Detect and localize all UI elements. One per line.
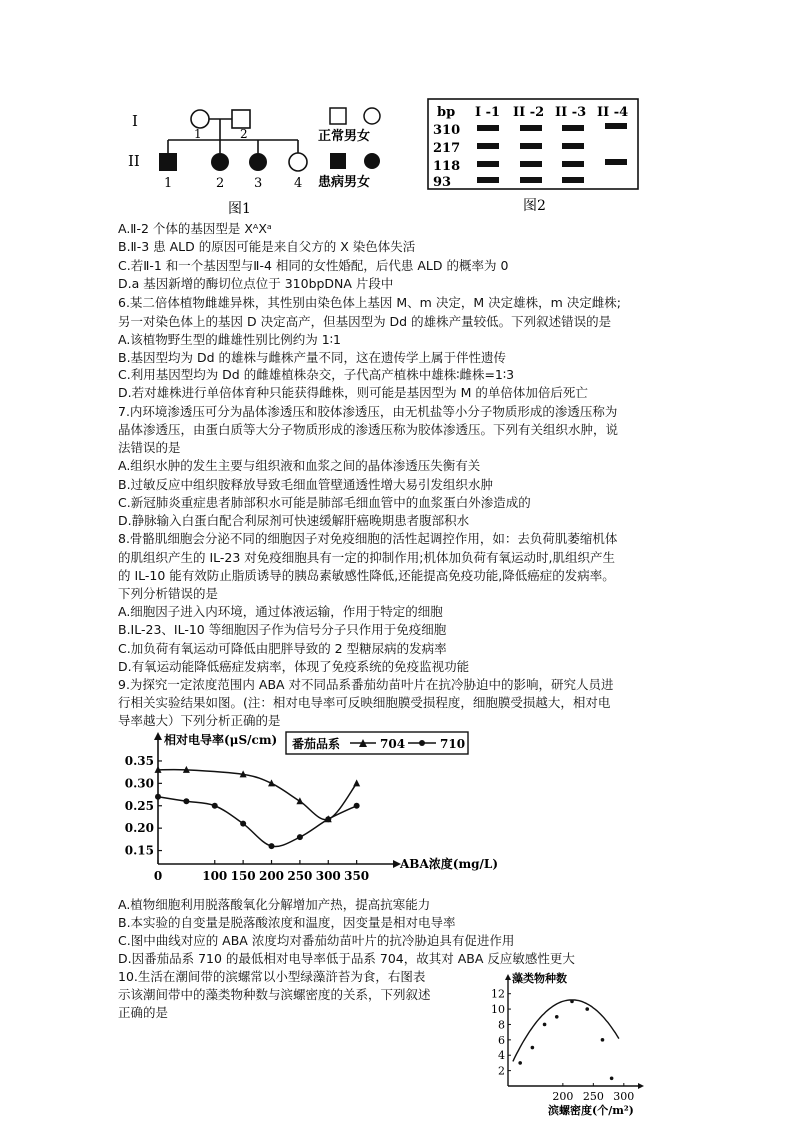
label-II2: 2 [216, 176, 225, 191]
data-point-710 [240, 821, 246, 827]
q7-option-c: C.新冠肺炎重症患者肺部积水可能是肺部毛细血管中的血浆蛋白外渗造成的 [118, 495, 531, 510]
y-axis-arrow [505, 974, 511, 980]
y-axis-label: 相对电导率(μS/cm) [164, 733, 278, 747]
generation-label-2: II [128, 152, 140, 170]
q6-option-d: D.若对雄株进行单倍体育种只能获得雌株，则可能是基因型为 M 的单倍体加倍后死亡 [118, 385, 588, 400]
gel-band [605, 159, 627, 165]
q6-option-c: C.利用基因型均为 Dd 的雌雄植株杂交，子代高产植株中雄株∶雌株=1∶3 [118, 367, 515, 382]
gel-band [520, 125, 542, 131]
gel-size-118: 118 [433, 159, 461, 174]
x-tick-label: 250 [287, 869, 313, 883]
gel-band [520, 161, 542, 167]
q8-option-a: A.细胞因子进入内环境，通过体液运输，作用于特定的细胞 [118, 604, 443, 619]
legend-label-710: 710 [440, 737, 466, 751]
q8-stem-2: 的肌组织产生的 IL-23 对免疫细胞具有一定的抑制作用;机体加负荷有氧运动时,肌组织产生 [118, 550, 615, 565]
gel-lane-2: II -2 [513, 105, 545, 120]
q9-stem-3: 导率越大）下列分析正确的是 [118, 713, 281, 728]
q7-option-b: B.过敏反应中组织胺释放导致毛细血管壁通透性增大易引发组织水肿 [118, 477, 494, 492]
q6-stem-1: 6.某二倍体植物雌雄异株，其性别由染色体上基因 M、m 决定，M 决定雄株，m 决定雌株; [118, 295, 621, 310]
gel-size-217: 217 [433, 141, 461, 156]
x-tick-label: 350 [344, 869, 370, 883]
gel-band [477, 161, 499, 167]
male-normal-I2 [232, 110, 250, 128]
pedigree-figure [118, 98, 418, 216]
q9-option-d: D.因番茄品系 710 的最低相对电导率低于品系 704，故其对 ABA 反应敏感性更大 [118, 951, 575, 966]
q10-stem-2: 示该潮间带中的藻类物种数与滨螺密度的关系，下列叙述 [118, 987, 431, 1002]
q8-option-b: B.IL-23、IL-10 等细胞因子作为信号分子只作用于免疫细胞 [118, 622, 447, 637]
fit-curve [513, 1000, 619, 1062]
legend-marker-710 [419, 740, 425, 746]
x-axis-arrow [638, 1083, 644, 1089]
gel-figure [425, 96, 645, 214]
data-point [601, 1038, 605, 1042]
q6-stem-2: 另一对染色体上的基因 D 决定高产，但基因型为 Dd 的雄株产量较低。下列叙述错误的是 [118, 314, 612, 329]
data-point [610, 1077, 614, 1081]
female-normal-I1 [191, 110, 209, 128]
gel-band [477, 125, 499, 131]
data-point [531, 1046, 535, 1050]
gel-size-93: 93 [433, 175, 452, 190]
q5-option-a: A.Ⅱ-2 个体的基因型是 XᴬXᵃ [118, 221, 272, 236]
data-point-710 [325, 816, 331, 822]
q10-stem-3: 正确的是 [118, 1005, 169, 1020]
y-axis-label: 藻类物种数 [512, 972, 567, 985]
data-point-710 [354, 803, 360, 809]
generation-label-1: I [132, 112, 138, 130]
label-I1: 1 [194, 127, 202, 141]
data-point [543, 1023, 547, 1027]
q7-option-d: D.静脉输入白蛋白配合利尿剂可快速缓解肝癌晚期患者腹部积水 [118, 513, 470, 528]
figure2-caption: 图2 [523, 198, 546, 214]
gel-band [477, 177, 499, 183]
label-I2: 2 [240, 127, 248, 141]
gel-size-310: 310 [433, 123, 461, 138]
female-normal-II4 [289, 153, 307, 171]
legend-normal-male [330, 108, 346, 124]
q10-stem-1: 10.生活在潮间带的滨螺常以小型绿藻浒苔为食，右图表 [118, 969, 426, 984]
gel-band [605, 123, 627, 129]
gel-lane-3: II -3 [555, 105, 587, 120]
legend-normal-female [364, 108, 380, 124]
q5-option-c: C.若Ⅱ-1 和一个基因型与Ⅱ-4 相同的女性婚配，后代患 ALD 的概率为 0 [118, 258, 509, 273]
y-tick-label: 4 [498, 1049, 505, 1063]
gel-lane-1: I -1 [475, 105, 501, 120]
data-point-710 [155, 794, 161, 800]
q5-option-b: B.Ⅱ-3 患 ALD 的原因可能是来自父方的 X 染色体失活 [118, 239, 416, 254]
q8-stem-1: 8.骨骼肌细胞会分泌不同的细胞因子对免疫细胞的活性起调控作用，如：去负荷肌萎缩机体 [118, 531, 618, 546]
y-tick-label: 0.35 [124, 753, 154, 768]
q7-option-a: A.组织水肿的发生主要与组织液和血浆之间的晶体渗透压失衡有关 [118, 458, 481, 473]
x-axis-label: ABA浓度(mg/L) [400, 857, 498, 871]
q8-option-c: C.加负荷有氧运动可降低由肥胖导致的 2 型糖尿病的发病率 [118, 641, 447, 656]
aba-conductivity-chart [118, 730, 498, 892]
data-point-710 [212, 803, 218, 809]
data-point-710 [297, 834, 303, 840]
x-tick-label: 150 [230, 869, 256, 883]
q7-stem-3: 法错误的是 [118, 440, 181, 455]
x-axis-label: 滨螺密度(个/m²) [548, 1104, 634, 1117]
gel-bp-label: bp [437, 105, 456, 120]
gel-band [520, 143, 542, 149]
gel-band [562, 161, 584, 167]
x-tick-label: 200 [258, 869, 285, 883]
y-axis-arrow [154, 732, 162, 740]
gel-band [520, 177, 542, 183]
q9-stem-1: 9.为探究一定浓度范围内 ABA 对不同品系番茄幼苗叶片在抗冷胁迫中的影响，研究人员进 [118, 677, 614, 692]
q7-stem-1: 7.内环境渗透压可分为晶体渗透压和胶体渗透压，由无机盐等小分子物质形成的渗透压称为 [118, 404, 618, 419]
legend-affected-male [330, 153, 346, 169]
figure1-caption: 图1 [228, 201, 251, 216]
data-point-704 [296, 797, 303, 804]
y-tick-label: 12 [491, 987, 505, 1001]
data-point-710 [269, 843, 275, 849]
female-affected-II3 [249, 153, 267, 171]
x-tick-label: 300 [315, 869, 341, 883]
y-tick-label: 6 [498, 1033, 505, 1047]
y-tick-label: 10 [491, 1003, 505, 1017]
legend-label-704: 704 [380, 737, 406, 751]
data-point [570, 1000, 574, 1004]
legend-affected-female [364, 153, 380, 169]
y-tick-label: 8 [498, 1018, 505, 1032]
female-affected-II2 [211, 153, 229, 171]
x-tick-label: 250 [582, 1090, 604, 1103]
y-tick-label: 2 [498, 1064, 505, 1078]
q9-stem-2: 行相关实验结果如图。(注：相对电导率可反映细胞膜受损程度，细胞膜受损越大，相对电 [118, 695, 611, 710]
y-tick-label: 0.15 [124, 843, 154, 858]
q9-option-b: B.本实验的自变量是脱落酸浓度和温度，因变量是相对电导率 [118, 915, 456, 930]
q6-option-b: B.基因型均为 Dd 的雄株与雌株产量不同，这在遗传学上属于伴性遗传 [118, 350, 507, 365]
q7-stem-2: 晶体渗透压，由蛋白质等大分子物质形成的渗透压称为胶体渗透压。下列有关组织水肿，说 [118, 422, 619, 437]
gel-band [562, 143, 584, 149]
y-tick-label: 0.30 [124, 776, 154, 791]
legend-normal-label: 正常男女 [318, 129, 371, 144]
x-tick-label: 0 [153, 869, 163, 883]
x-tick-label: 100 [202, 869, 228, 883]
legend-affected-label: 患病男女 [318, 175, 371, 190]
gel-lane-4: II -4 [597, 105, 629, 120]
data-point-704 [353, 779, 360, 786]
gel-band [562, 177, 584, 183]
gel-band [477, 143, 499, 149]
label-II1: 1 [164, 176, 173, 191]
data-point [585, 1007, 589, 1011]
x-tick-label: 200 [552, 1090, 574, 1103]
y-tick-label: 0.25 [124, 798, 154, 813]
q9-option-c: C.图中曲线对应的 ABA 浓度均对番茄幼苗叶片的抗冷胁迫具有促进作用 [118, 933, 515, 948]
data-point [518, 1061, 522, 1065]
q9-option-a: A.植物细胞利用脱落酸氧化分解增加产热，提高抗寒能力 [118, 897, 431, 912]
q8-option-d: D.有氧运动能降低癌症发病率，体现了免疫系统的免疫监视功能 [118, 659, 470, 674]
gel-band [562, 125, 584, 131]
q5-option-d: D.a 基因新增的酶切位点位于 310bpDNA 片段中 [118, 276, 394, 291]
label-II4: 4 [294, 176, 303, 191]
label-II3: 3 [254, 176, 263, 191]
x-tick-label: 300 [613, 1090, 635, 1103]
legend-title: 番茄品系 [292, 737, 341, 751]
q6-option-a: A.该植物野生型的雌雄性别比例约为 1∶1 [118, 332, 341, 347]
algae-species-chart [486, 968, 666, 1118]
q8-stem-3: 的 IL-10 能有效防止脂质诱导的胰岛素敏感性降低,还能提高免疫功能,降低癌症的发病率。 [118, 568, 615, 583]
q8-stem-4: 下列分析错误的是 [118, 586, 219, 601]
data-point [555, 1015, 559, 1019]
data-point-710 [183, 798, 189, 804]
male-affected-II1 [159, 153, 177, 171]
y-tick-label: 0.20 [124, 821, 154, 836]
series-line-704 [158, 770, 357, 820]
